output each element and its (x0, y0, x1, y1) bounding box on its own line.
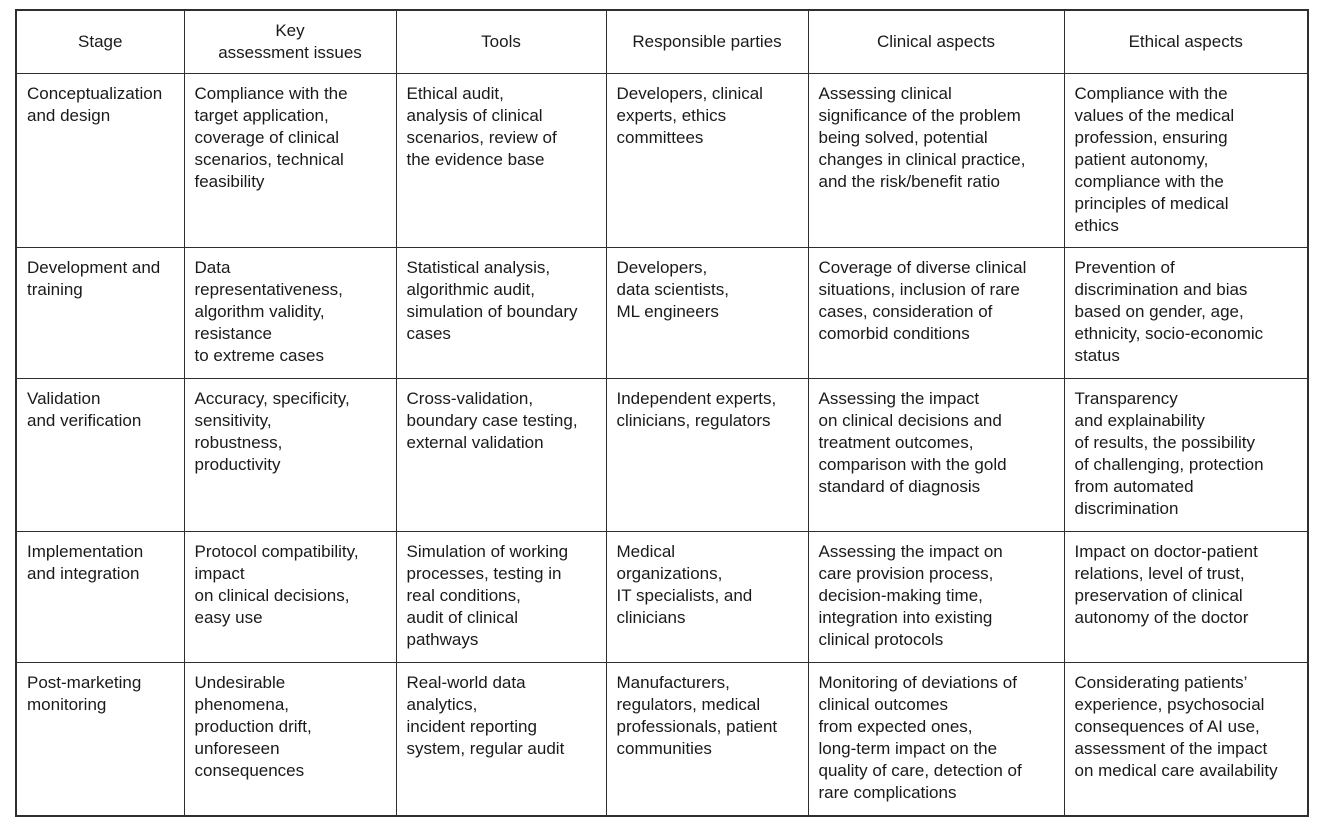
assessment-table (15, 9, 1309, 817)
cell-clinical-aspects: Assessing the impact on care provision process, decision-making time, integration into existing clinical protocols (808, 532, 1064, 663)
cell-ethical-aspects: Prevention of discrimination and bias based on gender, age, ethnicity, socio-economic status (1064, 248, 1308, 379)
table-row (16, 663, 1308, 817)
cell-clinical-aspects: Monitoring of deviations of clinical outcomes from expected ones, long-term impact on the quality of care, detection of rare complications (808, 663, 1064, 817)
header-stage: Stage (16, 10, 184, 74)
header-ethical-aspects: Ethical aspects (1064, 10, 1308, 74)
cell-ethical-aspects: Compliance with the values of the medical profession, ensuring patient autonomy, compliance with the principles of medical ethics (1064, 74, 1308, 248)
table-row (16, 379, 1308, 532)
cell-tools: Simulation of working processes, testing in real conditions, audit of clinical pathways (396, 532, 606, 663)
header-row (16, 10, 1308, 74)
cell-responsible-parties: Developers, data scientists, ML engineers (606, 248, 808, 379)
cell-key-assessment-issues: Data representativeness, algorithm validity, resistance to extreme cases (184, 248, 396, 379)
cell-ethical-aspects: Transparency and explainability of results, the possibility of challenging, protection from automated discrimination (1064, 379, 1308, 532)
cell-key-assessment-issues: Undesirable phenomena, production drift, unforeseen consequences (184, 663, 396, 817)
cell-responsible-parties: Medical organizations, IT specialists, and clinicians (606, 532, 808, 663)
table-row (16, 532, 1308, 663)
cell-key-assessment-issues: Accuracy, specificity, sensitivity, robustness, productivity (184, 379, 396, 532)
cell-responsible-parties: Developers, clinical experts, ethics committees (606, 74, 808, 248)
cell-stage: Conceptualization and design (16, 74, 184, 248)
header-tools: Tools (396, 10, 606, 74)
cell-stage: Validation and verification (16, 379, 184, 532)
cell-tools: Statistical analysis, algorithmic audit, simulation of boundary cases (396, 248, 606, 379)
cell-clinical-aspects: Assessing clinical significance of the problem being solved, potential changes in clinical practice, and the risk/benefit ratio (808, 74, 1064, 248)
cell-clinical-aspects: Coverage of diverse clinical situations, inclusion of rare cases, consideration of comorbid conditions (808, 248, 1064, 379)
cell-ethical-aspects: Considerating patients’ experience, psychosocial consequences of AI use, assessment of the impact on medical care availability (1064, 663, 1308, 817)
cell-tools: Ethical audit, analysis of clinical scenarios, review of the evidence base (396, 74, 606, 248)
header-responsible-parties: Responsible parties (606, 10, 808, 74)
cell-clinical-aspects: Assessing the impact on clinical decisions and treatment outcomes, comparison with the gold standard of diagnosis (808, 379, 1064, 532)
cell-key-assessment-issues: Compliance with the target application, coverage of clinical scenarios, technical feasibility (184, 74, 396, 248)
header-clinical-aspects: Clinical aspects (808, 10, 1064, 74)
cell-responsible-parties: Independent experts, clinicians, regulators (606, 379, 808, 532)
cell-responsible-parties: Manufacturers, regulators, medical professionals, patient communities (606, 663, 808, 817)
table-row (16, 248, 1308, 379)
cell-key-assessment-issues: Protocol compatibility, impact on clinical decisions, easy use (184, 532, 396, 663)
cell-tools: Real-world data analytics, incident reporting system, regular audit (396, 663, 606, 817)
cell-ethical-aspects: Impact on doctor-patient relations, level of trust, preservation of clinical autonomy of the doctor (1064, 532, 1308, 663)
table-row (16, 74, 1308, 248)
cell-tools: Cross-validation, boundary case testing, external validation (396, 379, 606, 532)
cell-stage: Implementation and integration (16, 532, 184, 663)
header-key-assessment-issues: Key assessment issues (184, 10, 396, 74)
cell-stage: Development and training (16, 248, 184, 379)
cell-stage: Post-marketing monitoring (16, 663, 184, 817)
